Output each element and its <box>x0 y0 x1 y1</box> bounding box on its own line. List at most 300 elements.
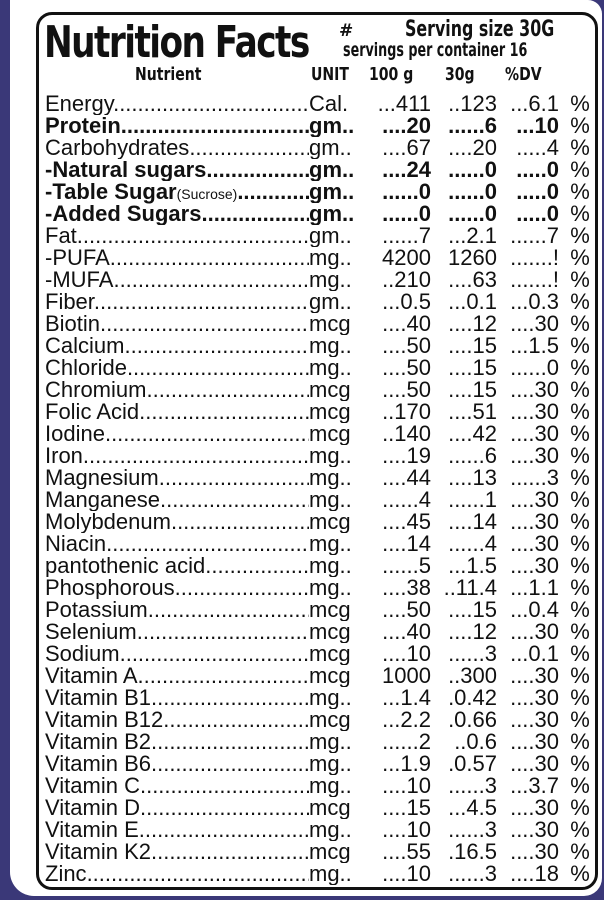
nutrient-name-text: Iodine <box>45 423 105 445</box>
percent-sign: % <box>570 751 590 776</box>
value-per-30g: ..0.6 <box>454 729 497 754</box>
value-per-30g: 1260 <box>448 245 497 270</box>
nutrient-name <box>45 137 309 159</box>
nutrient-name-text: pantothenic acid <box>45 555 206 577</box>
nutrient-name-text: Vitamin C <box>45 775 140 797</box>
nutrient-name-text: Selenium <box>45 621 137 643</box>
percent-sign: % <box>570 861 590 886</box>
value-per-100g: ......4 <box>382 487 431 512</box>
daily-value: ....30 <box>510 663 559 688</box>
percent-sign: % <box>570 355 590 380</box>
nutrient-name <box>45 753 309 775</box>
percent-sign: % <box>570 465 590 490</box>
value-per-30g: ....12 <box>448 619 497 644</box>
daily-value: ....18 <box>510 861 559 886</box>
nutrient-unit: mcg <box>309 511 351 533</box>
value-per-100g: ....50 <box>382 377 431 402</box>
nutrient-unit: gm.. <box>309 225 352 247</box>
percent-sign: % <box>570 795 590 820</box>
nutrient-name <box>45 709 309 731</box>
nutrient-unit: mg.. <box>309 555 352 577</box>
nutrient-unit: Cal. <box>309 93 349 115</box>
value-per-30g: ....42 <box>448 421 497 446</box>
nutrient-name <box>45 335 309 357</box>
percent-sign: % <box>570 223 590 248</box>
value-per-100g: ....50 <box>382 597 431 622</box>
value-per-30g: ....15 <box>448 597 497 622</box>
daily-value: ....30 <box>510 839 559 864</box>
nutrient-name-text: Molybdenum <box>45 511 171 533</box>
value-per-30g: ....15 <box>448 377 497 402</box>
nutrient-row <box>45 357 593 379</box>
nutrient-name <box>45 423 309 445</box>
value-per-30g: ...0.1 <box>448 289 497 314</box>
percent-sign: % <box>570 487 590 512</box>
value-per-30g: ......1 <box>448 487 497 512</box>
value-per-100g: ....10 <box>382 641 431 666</box>
daily-value: ...1.5 <box>510 333 559 358</box>
nutrient-row <box>45 599 593 621</box>
nutrient-unit: mg.. <box>309 819 352 841</box>
nutrient-row <box>45 731 593 753</box>
nutrient-name <box>45 621 309 643</box>
nutrient-unit: gm.. <box>309 203 355 225</box>
value-per-100g: ....10 <box>382 817 431 842</box>
daily-value: ....30 <box>510 531 559 556</box>
nutrient-name <box>45 401 309 423</box>
value-per-30g: ....15 <box>448 355 497 380</box>
column-header-30g: 30g <box>445 64 475 85</box>
nutrient-row <box>45 797 593 819</box>
nutrition-facts-panel <box>36 12 598 890</box>
nutrient-name <box>45 863 309 885</box>
nutrient-unit: mg.. <box>309 467 352 489</box>
percent-sign: % <box>570 663 590 688</box>
daily-value: .....0 <box>516 179 559 204</box>
daily-value: ....30 <box>510 399 559 424</box>
percent-sign: % <box>570 531 590 556</box>
nutrient-name-text: Vitamin E <box>45 819 139 841</box>
nutrient-unit: mcg <box>309 709 351 731</box>
nutrient-name <box>45 115 309 137</box>
percent-sign: % <box>570 707 590 732</box>
value-per-100g: ...411 <box>377 91 431 116</box>
value-per-100g: ....50 <box>382 355 431 380</box>
nutrient-name-subtitle: (Sucrose) <box>176 186 238 202</box>
daily-value: ....30 <box>510 751 559 776</box>
percent-sign: % <box>570 817 590 842</box>
nutrient-table <box>45 93 593 885</box>
nutrient-name <box>45 379 309 401</box>
value-per-30g: ....15 <box>448 333 497 358</box>
nutrient-name <box>45 819 309 841</box>
value-per-30g: ....63 <box>448 267 497 292</box>
daily-value: ....30 <box>510 685 559 710</box>
nutrient-name <box>45 533 309 555</box>
value-per-100g: ......0 <box>382 201 431 226</box>
nutrient-row <box>45 753 593 775</box>
value-per-30g: ....51 <box>448 399 497 424</box>
serving-size: Serving size 30G <box>405 17 555 42</box>
nutrient-unit: mg.. <box>309 533 352 555</box>
nutrient-unit: mcg <box>309 797 351 819</box>
label-title: Nutrition Facts <box>44 17 309 68</box>
percent-sign: % <box>570 729 590 754</box>
value-per-100g: ...1.9 <box>382 751 431 776</box>
percent-sign: % <box>570 553 590 578</box>
nutrient-name <box>45 643 309 665</box>
value-per-100g: ....40 <box>382 311 431 336</box>
nutrient-unit: gm.. <box>309 115 355 137</box>
nutrient-row <box>45 291 593 313</box>
nutrient-unit: mcg <box>309 841 351 863</box>
nutrient-name <box>45 775 309 797</box>
daily-value: ...6.1 <box>510 91 559 116</box>
value-per-30g: ......3 <box>448 817 497 842</box>
value-per-30g: .0.57 <box>448 751 497 776</box>
nutrient-row <box>45 335 593 357</box>
percent-sign: % <box>570 179 590 204</box>
nutrient-row <box>45 687 593 709</box>
nutrition-label <box>10 0 602 896</box>
nutrient-name-text: Carbohydrates <box>45 137 190 159</box>
percent-sign: % <box>570 245 590 270</box>
nutrient-row <box>45 621 593 643</box>
nutrient-row <box>45 489 593 511</box>
nutrient-name <box>45 181 309 205</box>
value-per-100g: ....15 <box>382 795 431 820</box>
percent-sign: % <box>570 509 590 534</box>
daily-value: .......! <box>510 267 559 292</box>
nutrient-row <box>45 841 593 863</box>
value-per-100g: ....67 <box>382 135 431 160</box>
nutrient-unit: mg.. <box>309 357 352 379</box>
nutrient-name-text: Phosphorous <box>45 577 175 599</box>
nutrient-name <box>45 159 309 181</box>
daily-value: ....30 <box>510 443 559 468</box>
nutrient-name-text: Protein <box>45 115 121 137</box>
nutrient-row <box>45 445 593 467</box>
daily-value: ....30 <box>510 795 559 820</box>
nutrient-unit: gm.. <box>309 291 352 313</box>
value-per-30g: ......3 <box>448 773 497 798</box>
percent-sign: % <box>570 443 590 468</box>
daily-value: ...0.4 <box>510 597 559 622</box>
nutrient-name-text: Vitamin K2 <box>45 841 151 863</box>
percent-sign: % <box>570 157 590 182</box>
nutrient-unit: mg.. <box>309 445 352 467</box>
value-per-30g: ...2.1 <box>448 223 497 248</box>
nutrient-unit: mcg <box>309 401 351 423</box>
nutrient-name <box>45 687 309 709</box>
nutrient-row <box>45 401 593 423</box>
nutrient-unit: mg.. <box>309 753 352 775</box>
column-header-dv: %DV <box>505 64 542 85</box>
nutrient-unit: mg.. <box>309 775 352 797</box>
value-per-100g: ..170 <box>382 399 431 424</box>
value-per-100g: ..210 <box>382 267 431 292</box>
nutrient-row <box>45 225 593 247</box>
value-per-100g: ....55 <box>382 839 431 864</box>
percent-sign: % <box>570 399 590 424</box>
daily-value: ....30 <box>510 729 559 754</box>
nutrient-name-text: -Table Sugar <box>45 181 177 204</box>
daily-value: .....0 <box>516 201 559 226</box>
value-per-30g: .0.66 <box>448 707 497 732</box>
daily-value: ....30 <box>510 553 559 578</box>
nutrient-unit: gm.. <box>309 181 355 203</box>
daily-value: ...0.3 <box>510 289 559 314</box>
nutrient-unit: mcg <box>309 643 351 665</box>
nutrient-row <box>45 555 593 577</box>
nutrient-name <box>45 511 309 533</box>
nutrient-unit: mcg <box>309 423 351 445</box>
nutrient-row <box>45 159 593 181</box>
nutrient-row <box>45 269 593 291</box>
nutrient-row <box>45 665 593 687</box>
nutrient-name-text: Zinc <box>45 863 87 885</box>
nutrient-row <box>45 533 593 555</box>
nutrient-row <box>45 577 593 599</box>
value-per-30g: ......3 <box>448 861 497 886</box>
nutrient-name-text: Calcium <box>45 335 125 357</box>
value-per-100g: ......7 <box>382 223 431 248</box>
percent-sign: % <box>570 333 590 358</box>
value-per-100g: 1000 <box>382 663 431 688</box>
nutrient-name-text: Vitamin B1 <box>45 687 151 709</box>
value-per-100g: ....19 <box>382 443 431 468</box>
daily-value: ...10 <box>516 113 559 138</box>
nutrient-name <box>45 797 309 819</box>
nutrient-name <box>45 599 309 621</box>
nutrient-name <box>45 489 309 511</box>
daily-value: ....30 <box>510 509 559 534</box>
daily-value: ....30 <box>510 311 559 336</box>
nutrient-name-text: Magnesium <box>45 467 159 489</box>
nutrient-name <box>45 225 309 247</box>
value-per-30g: ....20 <box>448 135 497 160</box>
percent-sign: % <box>570 201 590 226</box>
value-per-100g: ...1.4 <box>382 685 431 710</box>
value-per-100g: ....10 <box>382 773 431 798</box>
hash-mark: # <box>339 21 354 41</box>
nutrient-unit: mg.. <box>309 335 352 357</box>
nutrient-name-text: Folic Acid <box>45 401 140 423</box>
percent-sign: % <box>570 421 590 446</box>
nutrient-name-text: Manganese <box>45 489 160 511</box>
value-per-30g: ......0 <box>448 157 497 182</box>
nutrient-unit: mcg <box>309 379 351 401</box>
nutrient-name <box>45 665 309 687</box>
value-per-30g: ......0 <box>448 201 497 226</box>
nutrient-name-text: Vitamin A <box>45 665 138 687</box>
percent-sign: % <box>570 773 590 798</box>
nutrient-row <box>45 203 593 225</box>
value-per-100g: ......2 <box>382 729 431 754</box>
value-per-100g: ......0 <box>382 179 431 204</box>
daily-value: ....30 <box>510 817 559 842</box>
value-per-30g: ......6 <box>448 443 497 468</box>
value-per-100g: ....20 <box>382 113 431 138</box>
value-per-30g: ......6 <box>448 113 497 138</box>
value-per-30g: ..123 <box>448 91 497 116</box>
nutrient-name-text: Vitamin D <box>45 797 140 819</box>
percent-sign: % <box>570 619 590 644</box>
nutrient-name-text: Potassium <box>45 599 148 621</box>
daily-value: ......0 <box>510 355 559 380</box>
value-per-30g: ......4 <box>448 531 497 556</box>
percent-sign: % <box>570 377 590 402</box>
nutrient-unit: mg.. <box>309 489 352 511</box>
nutrient-row <box>45 819 593 841</box>
value-per-30g: .0.42 <box>448 685 497 710</box>
nutrient-name-text: Chloride <box>45 357 127 379</box>
value-per-30g: ...4.5 <box>448 795 497 820</box>
nutrient-row <box>45 467 593 489</box>
daily-value: ....30 <box>510 377 559 402</box>
nutrient-name-text: -MUFA <box>45 269 114 291</box>
nutrient-row <box>45 313 593 335</box>
daily-value: ....30 <box>510 421 559 446</box>
value-per-100g: ....10 <box>382 861 431 886</box>
percent-sign: % <box>570 135 590 160</box>
daily-value: ...1.1 <box>510 575 559 600</box>
nutrient-unit: mg.. <box>309 687 352 709</box>
nutrient-unit: mg.. <box>309 247 352 269</box>
value-per-30g: ..11.4 <box>443 575 497 600</box>
nutrient-name <box>45 203 309 225</box>
value-per-100g: ...2.2 <box>382 707 431 732</box>
nutrient-name-text: Iron <box>45 445 83 467</box>
nutrient-name <box>45 247 309 269</box>
value-per-100g: ......5 <box>382 553 431 578</box>
servings-per-container: servings per container 16 <box>343 39 528 61</box>
nutrient-name <box>45 313 309 335</box>
value-per-30g: ..300 <box>448 663 497 688</box>
nutrient-name-text: Biotin <box>45 313 101 335</box>
nutrient-name-text: Fiber <box>45 291 94 313</box>
nutrient-row <box>45 423 593 445</box>
nutrient-name <box>45 357 309 379</box>
nutrient-name <box>45 577 309 599</box>
nutrient-name-text: Vitamin B12 <box>45 709 164 731</box>
percent-sign: % <box>570 113 590 138</box>
percent-sign: % <box>570 289 590 314</box>
nutrient-row <box>45 775 593 797</box>
nutrient-name-text: -PUFA <box>45 247 110 269</box>
nutrient-row <box>45 643 593 665</box>
nutrient-name <box>45 731 309 753</box>
value-per-100g: ....50 <box>382 333 431 358</box>
nutrient-name <box>45 445 309 467</box>
percent-sign: % <box>570 267 590 292</box>
value-per-100g: ....40 <box>382 619 431 644</box>
percent-sign: % <box>570 575 590 600</box>
daily-value: .......! <box>510 245 559 270</box>
value-per-30g: ....12 <box>448 311 497 336</box>
daily-value: .....4 <box>516 135 559 160</box>
nutrient-name <box>45 555 309 577</box>
nutrient-unit: mg.. <box>309 731 352 753</box>
nutrient-name-text: Fat <box>45 225 77 247</box>
nutrient-row <box>45 863 593 885</box>
nutrient-unit: mcg <box>309 665 351 687</box>
nutrient-row <box>45 379 593 401</box>
nutrient-unit: mcg <box>309 599 351 621</box>
nutrient-name-text: Chromium <box>45 379 147 401</box>
percent-sign: % <box>570 641 590 666</box>
daily-value: ....30 <box>510 707 559 732</box>
value-per-100g: ..140 <box>382 421 431 446</box>
value-per-30g: ....14 <box>448 509 497 534</box>
nutrient-name-text: -Natural sugars <box>45 159 207 181</box>
nutrient-unit: mcg <box>309 621 351 643</box>
nutrient-unit: mg.. <box>309 863 352 885</box>
nutrient-row <box>45 137 593 159</box>
daily-value: ......7 <box>510 223 559 248</box>
nutrient-name <box>45 291 309 313</box>
nutrient-name-text: Vitamin B6 <box>45 753 151 775</box>
nutrient-unit: mcg <box>309 313 351 335</box>
nutrient-unit: mg.. <box>309 269 352 291</box>
value-per-30g: ...1.5 <box>448 553 497 578</box>
nutrient-name <box>45 467 309 489</box>
nutrient-name <box>45 269 309 291</box>
daily-value: ...3.7 <box>510 773 559 798</box>
value-per-100g: ....24 <box>382 157 431 182</box>
nutrient-row <box>45 115 593 137</box>
value-per-100g: ....45 <box>382 509 431 534</box>
percent-sign: % <box>570 91 590 116</box>
value-per-30g: .16.5 <box>448 839 497 864</box>
value-per-30g: ......3 <box>448 641 497 666</box>
nutrient-name-text: Energy <box>45 93 114 115</box>
column-header-100g: 100 g <box>369 64 414 85</box>
column-header-nutrient: Nutrient <box>135 64 202 85</box>
value-per-100g: ....44 <box>382 465 431 490</box>
daily-value: .....0 <box>516 157 559 182</box>
daily-value: ...0.1 <box>510 641 559 666</box>
value-per-100g: ....14 <box>382 531 431 556</box>
nutrient-row <box>45 93 593 115</box>
nutrient-unit: gm.. <box>309 159 355 181</box>
nutrient-name-text: Vitamin B2 <box>45 731 151 753</box>
nutrient-row <box>45 247 593 269</box>
nutrient-name-text: -Added Sugars <box>45 203 202 225</box>
daily-value: ....30 <box>510 487 559 512</box>
nutrient-name <box>45 93 309 115</box>
daily-value: ......3 <box>510 465 559 490</box>
percent-sign: % <box>570 311 590 336</box>
nutrient-name-text: Sodium <box>45 643 120 665</box>
nutrient-unit: mg.. <box>309 577 352 599</box>
value-per-30g: ......0 <box>448 179 497 204</box>
nutrient-unit: gm.. <box>309 137 352 159</box>
percent-sign: % <box>570 685 590 710</box>
value-per-100g: ...0.5 <box>382 289 431 314</box>
nutrient-row <box>45 709 593 731</box>
nutrient-name-text: Niacin <box>45 533 107 555</box>
column-header-unit: UNIT <box>311 64 349 85</box>
daily-value: ....30 <box>510 619 559 644</box>
nutrient-name <box>45 841 309 863</box>
percent-sign: % <box>570 839 590 864</box>
value-per-30g: ....13 <box>448 465 497 490</box>
value-per-100g: 4200 <box>382 245 431 270</box>
value-per-100g: ....38 <box>382 575 431 600</box>
nutrient-row <box>45 511 593 533</box>
nutrient-row <box>45 181 593 203</box>
